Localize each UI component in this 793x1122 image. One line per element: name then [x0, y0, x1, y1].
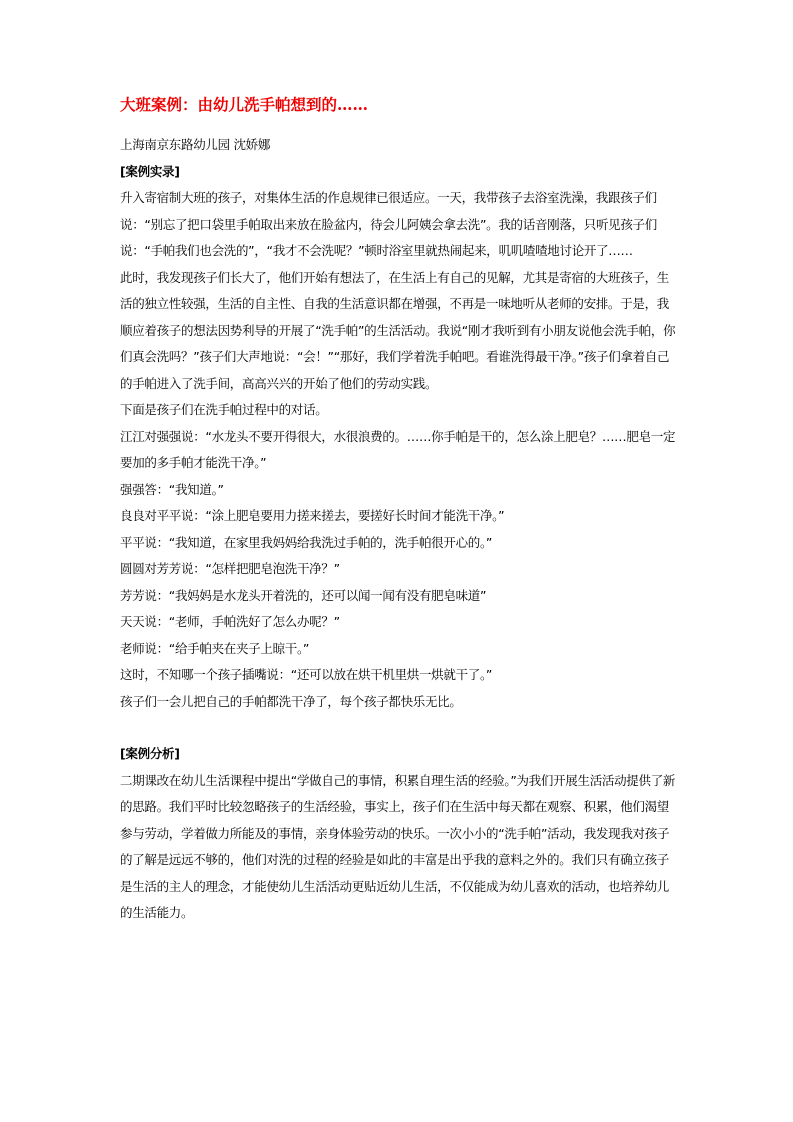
document-body: [120, 92, 676, 927]
dialogue-line: 良良对平平说：“涂上肥皂要用力搓来搓去，要搓好长时间才能洗干净。”: [120, 508, 505, 523]
dialogue-line: 江江对强强说：“水龙头不要开得很大，水很浪费的。……你手帕是干的，怎么涂上肥皂？……肥皂一定要加的多手帕才能洗干净。”: [120, 428, 676, 470]
dialogue-line: 强强答：“我知道。”: [120, 481, 224, 497]
dialogue-line: 老师说：“给手帕夹在夹子上晾干。”: [120, 640, 310, 656]
record-paragraph: 升入寄宿制大班的孩子，对集体生活的作息规律已很适应。一天，我带孩子去浴室洗澡，我跟孩子们说：“别忘了把口袋里手帕取出来放在脸盆内，待会儿阿姨会拿去洗”。我的话音刚落，只听见孩子们说：“手帕我们也会洗的”，“我才不会洗呢？”顿时浴室里就热闹起来，叽叽喳喳地讨论开了……: [120, 190, 657, 258]
dialogue-line: 这时，不知哪一个孩子插嘴说：“还可以放在烘干机里烘一烘就干了。”: [120, 667, 493, 682]
author-line: 上海南京东路幼儿园 沈娇娜: [120, 137, 271, 152]
analysis-paragraph: 二期课改在幼儿生活课程中提出“学做自己的事情，积累自理生活的经验。”为我们开展生活活动提供了新的思路。我们平时比较忽略孩子的生活经验，事实上，孩子们在生活中每天都在观察、积累，他们渴望参与劳动，学着做力所能及的事情，亲身体验劳动的快乐。一次小小的“洗手帕”活动，我发现我对孩子的了解是远远不够的，他们对洗的过程的经验是如此的丰富是出乎我的意料之外的。我们只有确立孩子是生活的主人的理念，才能使幼儿生活活动更贴近幼儿生活，不仅能成为幼儿喜欢的活动，也培养幼儿的生活能力。: [120, 772, 676, 920]
section-heading-analysis: [案例分析]: [120, 746, 180, 761]
dialogue-line: 芳芳说：“我妈妈是水龙头开着洗的，还可以闻一闻有没有肥皂味道”: [120, 587, 487, 603]
dialogue-line: 天天说：“老师，手帕洗好了怎么办呢？”: [120, 614, 340, 629]
record-paragraph: 此时，我发现孩子们长大了，他们开始有想法了，在生活上有自己的见解，尤其是寄宿的大班孩子，生活的独立性较强，生活的自主性、自我的生活意识都在增强，不再是一味地听从老师的安排。于是，我顺应着孩子的想法因势利导的开展了“洗手帕”的生活活动。我说“刚才我听到有小朋友说他会洗手帕，你们真会洗吗？”孩子们大声地说：“会！”“那好，我们学着洗手帕吧。看谁洗得最干净。”孩子们拿着自己的手帕进入了洗手间，高高兴兴的开始了他们的劳动实践。: [120, 269, 676, 391]
section-spacer: [120, 715, 676, 741]
record-paragraph: 下面是孩子们在洗手帕过程中的对话。: [120, 402, 328, 417]
record-paragraph: 孩子们一会儿把自己的手帕都洗干净了，每个孩子都快乐无比。: [120, 693, 462, 709]
section-heading-record: [案例实录]: [120, 163, 180, 179]
dialogue-line: 圆圆对芳芳说：“怎样把肥皂泡洗干净？”: [120, 561, 340, 576]
document-title: 大班案例：由幼儿洗手帕想到的……: [120, 95, 369, 114]
dialogue-line: 平平说：“我知道，在家里我妈妈给我洗过手帕的，洗手帕很开心的。”: [120, 534, 493, 550]
